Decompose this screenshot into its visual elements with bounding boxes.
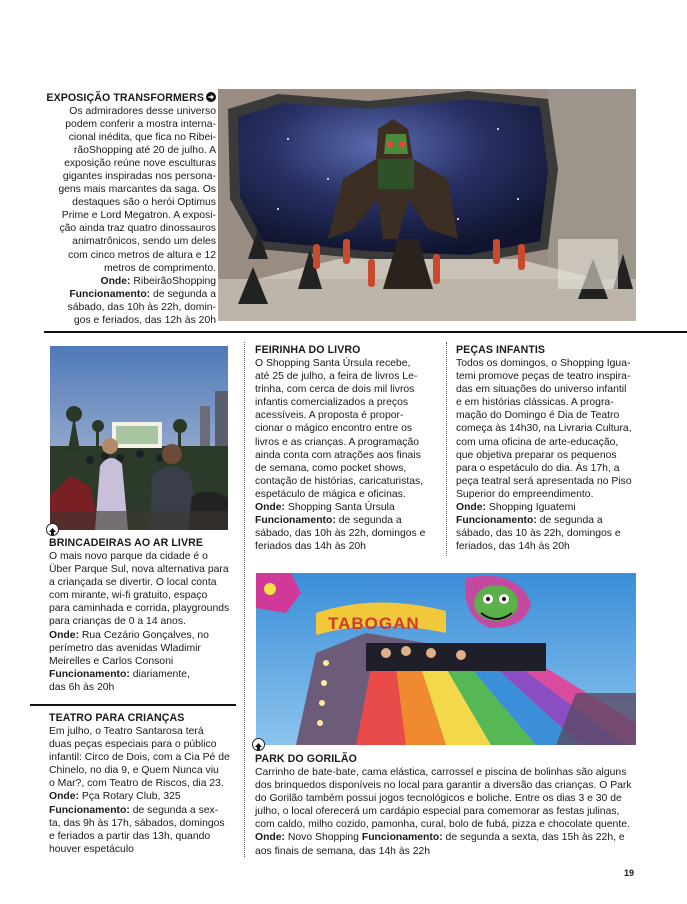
transformers-photo [218,89,636,321]
brincadeiras-section [49,537,249,694]
transformers-hours: Funcionamento: de segunda a [69,288,216,300]
arrow-up-icon [46,523,59,536]
feirinha-title: FEIRINHA DO LIVRO [255,344,361,356]
gorilao-body: Carrinho de bate-bate, cama elástica, carrossel e piscina de bolinhas são alguns dos brinquedos disponíveis no local para garantir a diversão das crianças. O Park do Gorilão também possui jogos tecnológicos e boliche. Entre os dias 3 e 30 de julho, o local oferecerá um cardápio especial para comemorar as festas julinas, com caldo, milho cozido, pamonha, cural, bolo de fubá, pizza e chocolate quente. Onde: Novo Shopping Funcionamento: de segunda a sexta, das 15h às 22h, e aos finais de semana, das 14h às 22h [255,766,641,858]
feirinha-section [255,344,445,553]
column-separator-2 [446,342,447,556]
gorilao-where-hours: Onde: Novo Shopping Funcionamento: de segunda a sexta, das 15h às 22h, e [255,832,625,844]
teatro-body: Em julho, o Teatro Santarosa terá duas peças especiais para o público infantil: Circo de Dois, com a Cia Pé de Chinelo, no dia 9, e Quem Nunca viu o Mar?, com Teatro de Riscos, dia 23. Onde: Pça Rotary Club, 325 Funcionamento: de segunda a sex- ta, das 9h às 17h, sábados, domingos e feriados a partir das 13h, quando houver espetáculo [49,725,249,856]
pecas-section [456,344,646,553]
teatro-section [49,712,249,856]
brincadeiras-photo [50,346,228,530]
pecas-where: Onde: Shopping Iguatemi [456,502,576,514]
pecas-title: PEÇAS INFANTIS [456,344,546,356]
gorilao-title: PARK DO GORILÃO [255,753,357,765]
arrow-right-icon [206,92,216,102]
pecas-body: Todos os domingos, o Shopping Igua- temi promove peças de teatro inspira- das em situações do universo infantil e em histórias clássicas. A progra- mação do Domingo é Dia de Teatro começa às 14h30, na Livraria Cultura, com uma oficina de arte-educação, que objetiva preparar os pequenos para o espetáculo do dia. Às 17h, a peça teatral será apresentada no Piso Superior do empreendimento. Onde: Shopping Iguatemi Funcionamento: de segunda a sábado, das 10 às 22h, domingos e feriados, das 14h às 20h [456,357,646,553]
transformers-body: Os admiradores desse universo podem conferir a mostra interna- cional inédita, que fica no Ribei- rãoShopping até 20 de julho. A exposição reúne nove esculturas gigantes inspiradas nos persona- gens mais marcantes da saga. Os destaques são o herói Optimus Prime e Lord Megatron. A exposi- ção ainda traz quatro dinossauros animatrônicos, sendo um deles com cinco metros de altura e 12 metros de comprimento. Onde: RibeirãoShopping Funcionamento: de segunda a sábado, das 10h às 22h, domin- gos e feriados, das 12h às 20h [30,105,216,328]
brincadeiras-where: Onde: Rua Cezário Gonçalves, no [49,629,209,641]
brincadeiras-title: BRINCADEIRAS AO AR LIVRE [49,537,204,549]
feirinha-hours: Funcionamento: de segunda a [255,515,402,527]
left-column-divider [30,704,236,706]
transformers-section [30,92,216,327]
teatro-where: Onde: Pça Rotary Club, 325 [49,791,181,803]
column-separator-1 [244,342,245,857]
page-number: 19 [624,868,635,878]
transformers-title: EXPOSIÇÃO TRANSFORMERS [30,92,216,105]
transformers-where: Onde: RibeirãoShopping [100,275,216,287]
teatro-hours: Funcionamento: de segunda a sex- [49,804,219,816]
tabogan-sign: TABOGAN [328,614,420,633]
feirinha-body: O Shopping Santa Úrsula recebe, até 25 de julho, a feira de livros Le- trinha, com cerca de dois mil livros infantis comercializados a preços acessíveis. A proposta é propor- cionar o mágico encontro entre os livros e as crianças. A programação ainda conta com atrações aos finais de semana, como pocket shows, contação de histórias, caricaturistas, espetáculo de mágica e oficinas. Onde: Shopping Santa Úrsula Funcionamento: de segunda a sábado, das 10h às 22h, domingos e feriados das 14h às 20h [255,357,445,553]
pecas-hours: Funcionamento: de segunda a [456,515,603,527]
top-section-divider [44,331,687,333]
arrow-up-icon [252,738,265,751]
feirinha-where: Onde: Shopping Santa Úrsula [255,502,395,514]
brincadeiras-hours: Funcionamento: diariamente, [49,668,190,680]
gorilao-section [255,753,641,858]
teatro-title: TEATRO PARA CRIANÇAS [49,712,185,724]
brincadeiras-body: O mais novo parque da cidade é o Über Parque Sul, nova alternativa para a criançada se divertir. O local conta com mirante, wi-fi gratuito, espaço para caminhada e corrida, playgrounds para crianças de 0 a 14 anos. Onde: Rua Cezário Gonçalves, no perímetro das avenidas Wladimir Meirelles e Carlos Consoni Funcionamento: diariamente, das 6h às 20h [49,550,249,694]
gorilao-photo [256,573,636,745]
